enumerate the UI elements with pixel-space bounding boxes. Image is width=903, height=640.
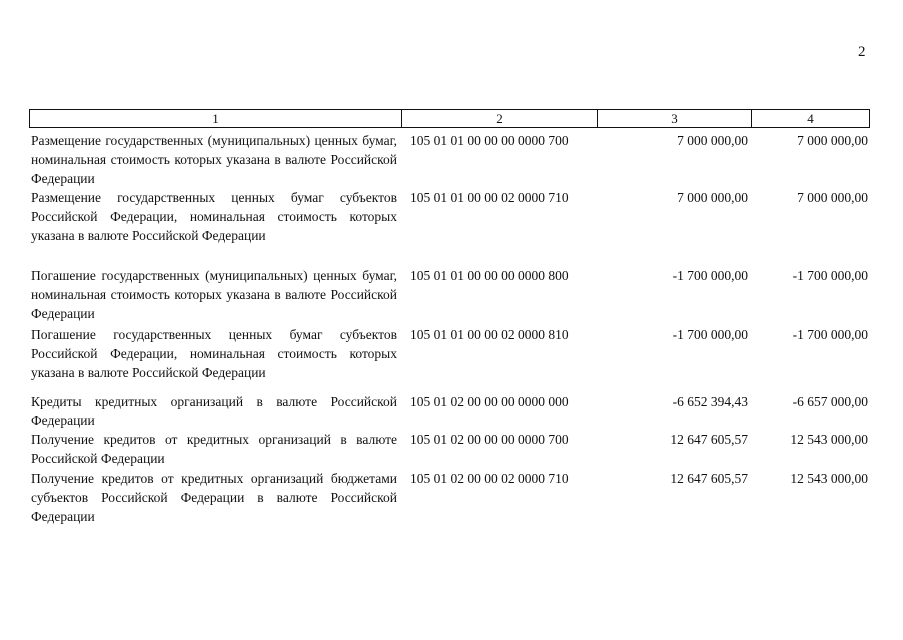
row-value-4: -6 657 000,00: [792, 394, 868, 409]
table-row: [31, 131, 870, 188]
row-value-3: -1 700 000,00: [672, 327, 748, 342]
row-value-3: -6 652 394,43: [672, 394, 748, 409]
row-code: 105 01 01 00 00 02 0000 810: [410, 327, 569, 342]
row-value-3: 12 647 605,57: [670, 432, 748, 447]
row-name: Получение кредитов от кредитных организаций бюджетами субъектов Российской Федерации в валюте Российской Федерации: [31, 471, 397, 524]
row-name: Погашение государственных (муниципальных) ценных бумаг, номинальная стоимость которых указана в валюте Российской Федерации: [31, 268, 397, 321]
row-name: Получение кредитов от кредитных организаций в валюте Российской Федерации: [31, 432, 397, 466]
table-row: [31, 188, 870, 245]
row-code: 105 01 02 00 00 02 0000 710: [410, 471, 569, 486]
column-header-1: 1: [30, 110, 402, 127]
row-value-4: 12 543 000,00: [790, 432, 868, 447]
row-name: Размещение государственных (муниципальных) ценных бумаг, номинальная стоимость которых указана в валюте Российской Федерации: [31, 133, 397, 186]
row-value-3: -1 700 000,00: [672, 268, 748, 283]
row-value-4: -1 700 000,00: [792, 327, 868, 342]
row-code: 105 01 02 00 00 00 0000 000: [410, 394, 569, 409]
table-row: [31, 469, 870, 526]
row-code: 105 01 02 00 00 00 0000 700: [410, 432, 569, 447]
table-row: [31, 325, 870, 382]
row-name: Погашение государственных ценных бумаг субъектов Российской Федерации, номинальная стоимость которых указана в валюте Российской Федерации: [31, 327, 397, 380]
row-value-3: 7 000 000,00: [677, 190, 748, 205]
row-name: Размещение государственных ценных бумаг субъектов Российской Федерации, номинальная стоимость которых указана в валюте Российской Федерации: [31, 190, 397, 243]
row-code: 105 01 01 00 00 02 0000 710: [410, 190, 569, 205]
table-row: [31, 430, 870, 468]
table-header: [29, 109, 870, 128]
row-value-4: 7 000 000,00: [797, 190, 868, 205]
page-number: 2: [858, 44, 866, 60]
table-row: [31, 392, 870, 430]
row-code: 105 01 01 00 00 00 0000 800: [410, 268, 569, 283]
row-value-4: 7 000 000,00: [797, 133, 868, 148]
row-value-4: 12 543 000,00: [790, 471, 868, 486]
table-row: [31, 266, 870, 323]
row-code: 105 01 01 00 00 00 0000 700: [410, 133, 569, 148]
column-header-3: 3: [598, 110, 752, 127]
row-name: Кредиты кредитных организаций в валюте Российской Федерации: [31, 394, 397, 428]
column-header-4: 4: [807, 111, 814, 126]
column-header-2: 2: [402, 110, 598, 127]
row-value-4: -1 700 000,00: [792, 268, 868, 283]
row-value-3: 7 000 000,00: [677, 133, 748, 148]
row-value-3: 12 647 605,57: [670, 471, 748, 486]
